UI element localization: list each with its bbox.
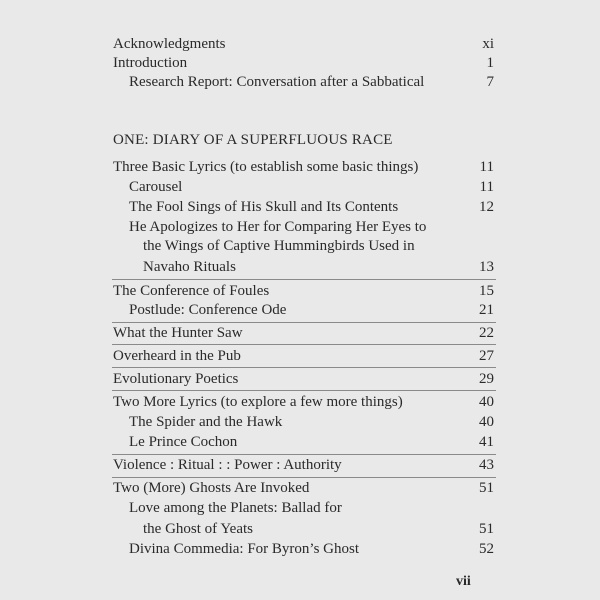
- toc-entry-page: 11: [479, 179, 494, 195]
- toc-entry-page: 29: [479, 371, 494, 387]
- toc-entry-page: 27: [479, 348, 494, 364]
- toc-entry-title: Navaho Rituals: [143, 259, 236, 275]
- toc-entry-title: Postlude: Conference Ode: [129, 302, 287, 318]
- divider: [112, 367, 496, 368]
- toc-entry-title: The Conference of Foules: [113, 283, 270, 299]
- toc-entry-page: 51: [479, 480, 494, 496]
- toc-entry-title: the Wings of Captive Hummingbirds Used in: [143, 238, 415, 254]
- toc-entry-page: 40: [479, 414, 494, 430]
- section-heading: ONE: DIARY OF A SUPERFLUOUS RACE: [113, 132, 393, 148]
- divider: [112, 390, 496, 391]
- toc-entry-title: Acknowledgments: [113, 36, 226, 52]
- divider: [112, 279, 496, 280]
- toc-entry-title: Two More Lyrics (to explore a few more things): [113, 394, 403, 410]
- toc-entry-title: The Fool Sings of His Skull and Its Contents: [129, 199, 399, 215]
- toc-entry-title: Introduction: [113, 55, 188, 71]
- toc-entry-page: 15: [479, 283, 494, 299]
- toc-entry-title: Love among the Planets: Ballad for: [129, 500, 342, 516]
- divider: [112, 454, 496, 455]
- toc-entry-title: Carousel: [129, 179, 183, 195]
- toc-entry-page: 52: [479, 541, 494, 557]
- toc-entry-title: He Apologizes to Her for Comparing Her Eyes to: [129, 219, 427, 235]
- toc-entry-title: Research Report: Conversation after a Sabbatical: [129, 74, 425, 90]
- toc-entry-page: 41: [479, 434, 494, 450]
- toc-entry-page: 7: [486, 74, 494, 90]
- toc-entry-title: Two (More) Ghosts Are Invoked: [113, 480, 310, 496]
- toc-entry-title: What the Hunter Saw: [113, 325, 243, 341]
- toc-entry-page: 51: [479, 521, 494, 537]
- toc-entry-page: 40: [479, 394, 494, 410]
- divider: [112, 344, 496, 345]
- toc-entry-page: xi: [482, 36, 494, 52]
- toc-entry-page: 13: [479, 259, 494, 275]
- page-number: vii: [456, 574, 471, 589]
- toc-entry-page: 11: [479, 159, 494, 175]
- toc-entry-title: Divina Commedia: For Byron’s Ghost: [129, 541, 359, 557]
- toc-entry-title: the Ghost of Yeats: [143, 521, 254, 537]
- toc-entry-title: Violence : Ritual : : Power : Authority: [113, 457, 342, 473]
- toc-entry-title: Overheard in the Pub: [113, 348, 241, 364]
- toc-entry-title: Le Prince Cochon: [129, 434, 238, 450]
- toc-entry-page: 43: [479, 457, 494, 473]
- toc-entry-page: 1: [486, 55, 494, 71]
- toc-entry-title: The Spider and the Hawk: [129, 414, 283, 430]
- divider: [112, 322, 496, 323]
- toc-entry-title: Three Basic Lyrics (to establish some basic things): [113, 159, 419, 175]
- toc-entry-page: 12: [479, 199, 494, 215]
- toc-entry-page: 22: [479, 325, 494, 341]
- divider: [112, 477, 496, 478]
- toc-entry-title: Evolutionary Poetics: [113, 371, 239, 387]
- toc-entry-page: 21: [479, 302, 494, 318]
